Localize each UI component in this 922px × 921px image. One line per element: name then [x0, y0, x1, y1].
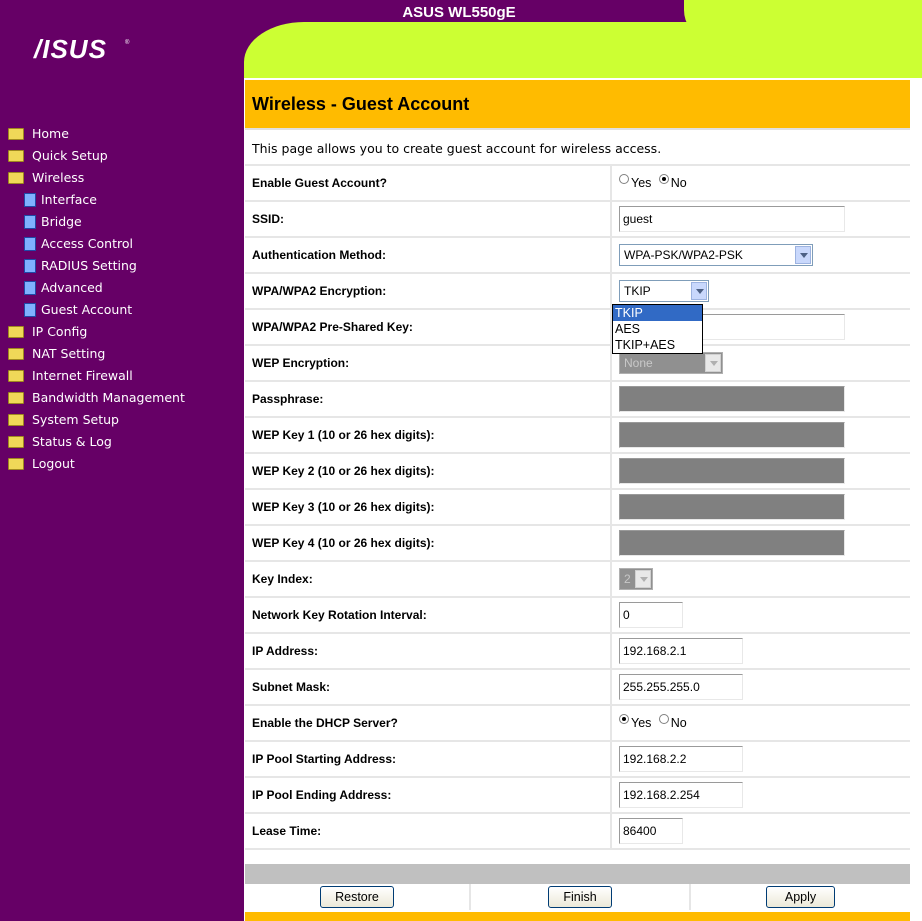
sidebar-item-ip-config[interactable]	[8, 323, 185, 345]
page-icon	[24, 303, 36, 317]
page-icon	[24, 259, 36, 273]
folder-icon	[8, 370, 24, 382]
sidebar-item-label: Home	[32, 126, 69, 141]
sidebar-item-guest-account[interactable]	[8, 301, 185, 323]
sidebar-item-label: Quick Setup	[32, 148, 108, 163]
form-row-dhcp	[245, 705, 910, 741]
apply-button[interactable]: Apply	[766, 886, 835, 908]
svg-text:/ISUS: /ISUS	[34, 36, 107, 64]
lease-label: Lease Time:	[245, 813, 611, 849]
form-row-enable-guest	[245, 166, 910, 201]
auth-method-select[interactable]	[619, 244, 813, 266]
page-description: This page allows you to create guest account for wireless access.	[245, 130, 910, 166]
dhcp-yes-radio[interactable]	[619, 714, 629, 724]
sidebar-item-wireless[interactable]	[8, 169, 185, 191]
sidebar-item-status-log[interactable]	[8, 433, 185, 455]
sidebar-item-bridge[interactable]	[8, 213, 185, 235]
key-index-label: Key Index:	[245, 561, 611, 597]
button-row	[245, 884, 910, 910]
dhcp-yes-label: Yes	[631, 716, 652, 731]
form-row-rotation	[245, 597, 910, 633]
folder-icon	[8, 458, 24, 470]
title-bar	[245, 80, 910, 130]
auth-method-value: WPA-PSK/WPA2-PSK	[624, 248, 743, 262]
sidebar-item-label: Wireless	[32, 170, 85, 185]
sidebar-item-label: Interface	[41, 192, 97, 207]
form-row-auth-method	[245, 237, 910, 273]
ip-address-input[interactable]: 192.168.2.1	[619, 638, 743, 664]
wep-key3-input	[619, 494, 845, 520]
sidebar-item-label: RADIUS Setting	[41, 258, 137, 273]
apply-cell	[691, 884, 910, 910]
form-row-ssid	[245, 201, 910, 237]
sidebar-item-label: System Setup	[32, 412, 119, 427]
enable-guest-yes-radio[interactable]	[619, 174, 629, 184]
restore-button[interactable]: Restore	[320, 886, 394, 908]
chevron-down-icon	[705, 354, 721, 372]
folder-icon	[8, 436, 24, 448]
auth-method-label: Authentication Method:	[245, 237, 611, 273]
key-index-select	[619, 568, 653, 590]
form-row-key-index	[245, 561, 910, 597]
pool-start-label: IP Pool Starting Address:	[245, 741, 611, 777]
finish-cell	[471, 884, 691, 910]
dhcp-label: Enable the DHCP Server?	[245, 705, 611, 741]
sidebar-item-bandwidth-management[interactable]	[8, 389, 185, 411]
sidebar-item-radius-setting[interactable]	[8, 257, 185, 279]
sidebar-item-logout[interactable]	[8, 455, 185, 477]
main-content	[245, 80, 910, 850]
rotation-label: Network Key Rotation Interval:	[245, 597, 611, 633]
ssid-input[interactable]: guest	[619, 206, 845, 232]
enable-guest-yes-label: Yes	[631, 176, 652, 191]
footer-divider	[245, 864, 910, 884]
psk-label: WPA/WPA2 Pre-Shared Key:	[245, 309, 611, 345]
sidebar-item-internet-firewall[interactable]	[8, 367, 185, 389]
form-row-wep-key2	[245, 453, 910, 489]
enable-guest-no-label: No	[670, 176, 687, 191]
folder-icon	[8, 414, 24, 426]
folder-open-icon	[8, 172, 24, 184]
wep-encryption-select	[619, 352, 723, 374]
sidebar-item-label: Status & Log	[32, 434, 112, 449]
svg-text:®: ®	[125, 40, 130, 46]
folder-icon	[8, 348, 24, 360]
key-index-value: 2	[624, 572, 631, 586]
wep-key2-label: WEP Key 2 (10 or 26 hex digits):	[245, 453, 611, 489]
page-icon	[24, 215, 36, 229]
encryption-value: TKIP	[624, 284, 651, 298]
page-icon	[24, 193, 36, 207]
folder-icon	[8, 150, 24, 162]
form-row-wep-key4	[245, 525, 910, 561]
passphrase-input	[619, 386, 845, 412]
sidebar-item-label: Guest Account	[41, 302, 133, 317]
sidebar-item-advanced[interactable]	[8, 279, 185, 301]
chevron-down-icon	[795, 246, 811, 264]
rotation-input[interactable]: 0	[619, 602, 683, 628]
dhcp-no-radio[interactable]	[659, 714, 669, 724]
form-row-subnet	[245, 669, 910, 705]
ip-address-label: IP Address:	[245, 633, 611, 669]
form-row-psk	[245, 309, 910, 345]
encryption-label: WPA/WPA2 Encryption:	[245, 273, 611, 309]
sidebar-item-quick-setup[interactable]	[8, 147, 185, 169]
page-icon	[24, 237, 36, 251]
sidebar-item-access-control[interactable]	[8, 235, 185, 257]
subnet-label: Subnet Mask:	[245, 669, 611, 705]
model-title: ASUS WL550gE	[402, 4, 516, 21]
sidebar-item-interface[interactable]	[8, 191, 185, 213]
form-row-wep-key1	[245, 417, 910, 453]
pool-end-input[interactable]: 192.168.2.254	[619, 782, 743, 808]
footer-bar	[245, 912, 910, 921]
asus-logo	[32, 36, 132, 64]
form-row-encryption	[245, 273, 910, 309]
wep-encryption-value: None	[624, 356, 653, 370]
folder-icon	[8, 128, 24, 140]
wep-key3-label: WEP Key 3 (10 or 26 hex digits):	[245, 489, 611, 525]
form-row-wep-encryption	[245, 345, 910, 381]
pool-start-input[interactable]: 192.168.2.2	[619, 746, 743, 772]
wep-key4-label: WEP Key 4 (10 or 26 hex digits):	[245, 525, 611, 561]
encryption-option-aes[interactable]: AES	[615, 322, 641, 336]
wep-key1-input	[619, 422, 845, 448]
form-row-passphrase	[245, 381, 910, 417]
sidebar-item-label: Internet Firewall	[32, 368, 133, 383]
sidebar-item-label: Advanced	[41, 280, 103, 295]
restore-cell	[245, 884, 471, 910]
lease-input[interactable]: 86400	[619, 818, 683, 844]
finish-button[interactable]: Finish	[548, 886, 611, 908]
enable-guest-no-radio[interactable]	[659, 174, 669, 184]
encryption-dropdown-list	[612, 304, 703, 354]
encryption-option-tkip-aes[interactable]: TKIP+AES	[615, 338, 676, 352]
encryption-option-tkip[interactable]: TKIP	[613, 305, 702, 321]
chevron-down-icon	[635, 570, 651, 588]
sidebar-item-label: Bandwidth Management	[32, 390, 185, 405]
dhcp-no-label: No	[670, 716, 687, 731]
sidebar-item-label: Logout	[32, 456, 75, 471]
guest-account-form	[245, 166, 910, 850]
sidebar-item-label: IP Config	[32, 324, 88, 339]
enable-guest-label: Enable Guest Account?	[245, 166, 611, 201]
wep-encryption-label: WEP Encryption:	[245, 345, 611, 381]
ssid-label: SSID:	[245, 201, 611, 237]
pool-end-label: IP Pool Ending Address:	[245, 777, 611, 813]
sidebar-item-home[interactable]	[8, 125, 185, 147]
encryption-select[interactable]	[619, 280, 709, 302]
wep-key4-input	[619, 530, 845, 556]
sidebar-item-nat-setting[interactable]	[8, 345, 185, 367]
folder-icon	[8, 326, 24, 338]
page-icon	[24, 281, 36, 295]
page-title: Wireless - Guest Account	[252, 94, 470, 114]
sidebar	[0, 0, 244, 921]
form-row-pool-start	[245, 741, 910, 777]
chevron-down-icon	[691, 282, 707, 300]
folder-icon	[8, 392, 24, 404]
sidebar-item-label: Bridge	[41, 214, 82, 229]
wep-key2-input	[619, 458, 845, 484]
form-row-pool-end	[245, 777, 910, 813]
form-row-lease	[245, 813, 910, 849]
form-row-ip-address	[245, 633, 910, 669]
form-row-wep-key3	[245, 489, 910, 525]
sidebar-item-system-setup[interactable]	[8, 411, 185, 433]
sidebar-nav	[8, 125, 185, 477]
subnet-input[interactable]: 255.255.255.0	[619, 674, 743, 700]
sidebar-item-label: Access Control	[41, 236, 133, 251]
sidebar-item-label: NAT Setting	[32, 346, 106, 361]
wep-key1-label: WEP Key 1 (10 or 26 hex digits):	[245, 417, 611, 453]
passphrase-label: Passphrase:	[245, 381, 611, 417]
